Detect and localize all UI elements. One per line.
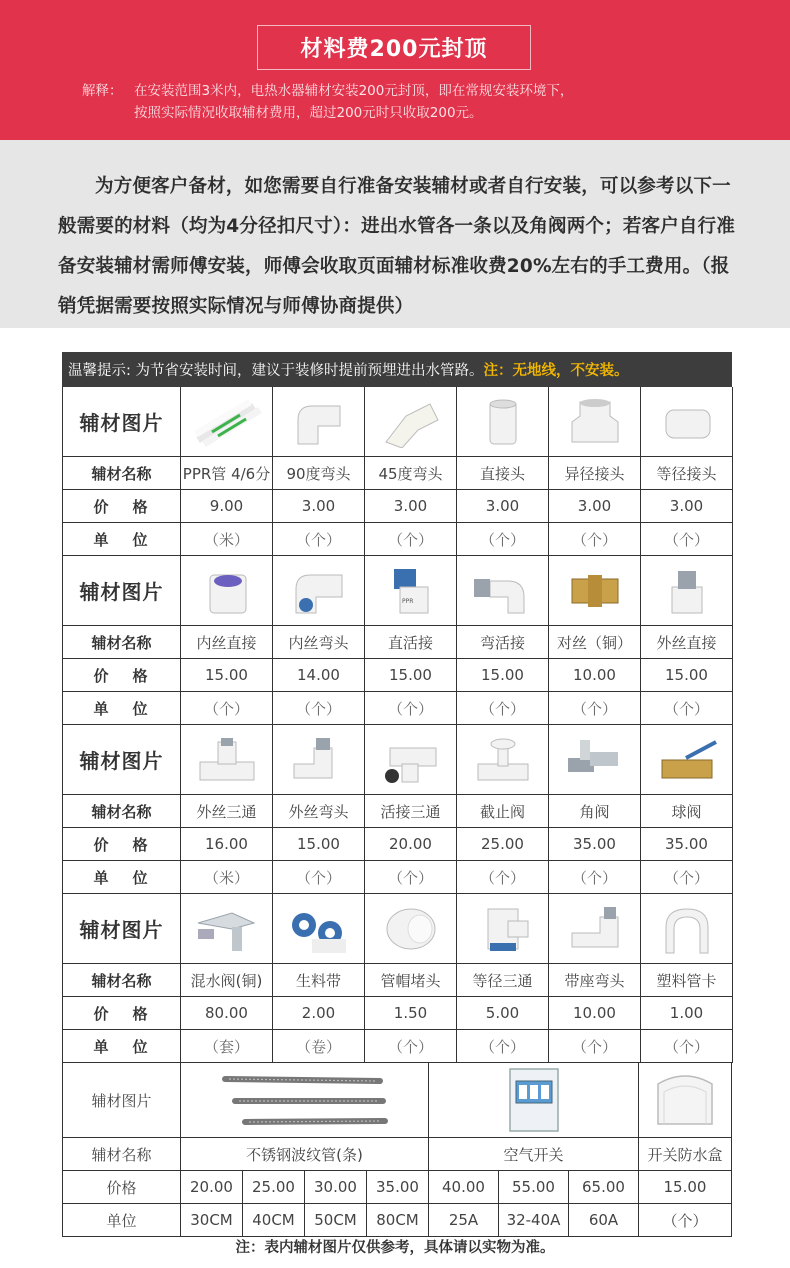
- material-group: [62, 387, 732, 556]
- item-name: 管帽堵头: [365, 964, 457, 997]
- label-unit: 单位: [63, 692, 181, 725]
- hose-price: 25.00: [243, 1171, 305, 1204]
- item-unit: （个）: [549, 861, 641, 894]
- item-name: 球阀: [641, 795, 733, 828]
- elbow-90-icon: [284, 396, 354, 448]
- title-box: [257, 25, 531, 70]
- equal-coupling-icon: [652, 396, 722, 448]
- equal-tee-icon: [468, 903, 538, 955]
- item-unit: （个）: [365, 523, 457, 556]
- item-unit: （个）: [549, 523, 641, 556]
- item-unit: （个）: [641, 1030, 733, 1063]
- box-name: 开关防水盒: [639, 1138, 732, 1171]
- explanation: [82, 80, 742, 124]
- hose-price: 20.00: [181, 1171, 243, 1204]
- label-name: 辅材名称: [63, 1138, 181, 1171]
- label-picture: 辅材图片: [63, 556, 181, 626]
- label-unit: 单位: [63, 861, 181, 894]
- female-thread-coupling-icon: [192, 565, 262, 617]
- item-price: 15.00: [181, 659, 273, 692]
- item-price: 35.00: [641, 828, 733, 861]
- hose-unit: 40CM: [243, 1204, 305, 1237]
- item-picture-cell: [181, 387, 273, 457]
- item-price: 3.00: [641, 490, 733, 523]
- item-price: 10.00: [549, 997, 641, 1030]
- header-banner: [0, 0, 790, 140]
- item-price: 16.00: [181, 828, 273, 861]
- pipe-cap-icon: [376, 903, 446, 955]
- item-unit: （个）: [457, 692, 549, 725]
- footer-note: 注：表内辅材图片仅供参考，具体请以实物为准。: [235, 1240, 555, 1256]
- air-switch-icon: [506, 1067, 562, 1133]
- item-picture-cell: [457, 387, 549, 457]
- item-name: 对丝（铜）: [549, 626, 641, 659]
- hose-unit: 50CM: [305, 1204, 367, 1237]
- label-unit: 单位: [63, 523, 181, 556]
- item-price: 9.00: [181, 490, 273, 523]
- item-unit: （个）: [457, 1030, 549, 1063]
- hose-unit: 30CM: [181, 1204, 243, 1237]
- item-name: 内丝弯头: [273, 626, 365, 659]
- item-price: 80.00: [181, 997, 273, 1030]
- item-unit: （卷）: [273, 1030, 365, 1063]
- item-picture-cell: [273, 387, 365, 457]
- item-name: 角阀: [549, 795, 641, 828]
- item-name: PPR管 4/6分: [181, 457, 273, 490]
- hose-price: 30.00: [305, 1171, 367, 1204]
- item-unit: （个）: [549, 692, 641, 725]
- item-price: 1.50: [365, 997, 457, 1030]
- breaker-unit: 32-40A: [499, 1204, 569, 1237]
- item-unit: （个）: [181, 692, 273, 725]
- item-unit: （个）: [641, 523, 733, 556]
- item-picture-cell: [457, 725, 549, 795]
- label-name: 辅材名称: [63, 457, 181, 490]
- label-name: 辅材名称: [63, 964, 181, 997]
- waterproof-box-icon: [650, 1070, 720, 1130]
- explain-label: 解释：: [82, 83, 123, 99]
- item-name: 等径三通: [457, 964, 549, 997]
- male-thread-tee-icon: [192, 734, 262, 786]
- label-picture: 辅材图片: [63, 725, 181, 795]
- elbow-45-icon: [376, 396, 446, 448]
- item-name: 直活接: [365, 626, 457, 659]
- item-picture-cell: [273, 725, 365, 795]
- angle-valve-icon: [560, 734, 630, 786]
- male-thread-elbow-icon: [284, 734, 354, 786]
- materials-table: [62, 387, 732, 1237]
- item-picture-cell: [273, 894, 365, 964]
- breaker-price: 55.00: [499, 1171, 569, 1204]
- straight-union-icon: [376, 565, 446, 617]
- item-price: 3.00: [365, 490, 457, 523]
- ptfe-tape-icon: [284, 903, 354, 955]
- item-price: 5.00: [457, 997, 549, 1030]
- item-unit: （米）: [181, 861, 273, 894]
- breaker-price: 65.00: [569, 1171, 639, 1204]
- page-title: 材料费200元封顶: [300, 37, 488, 62]
- item-price: 10.00: [549, 659, 641, 692]
- label-picture: 辅材图片: [63, 894, 181, 964]
- material-group: [62, 556, 732, 725]
- item-name: 等径接头: [641, 457, 733, 490]
- item-picture-cell: [549, 894, 641, 964]
- label-price: 价格: [63, 828, 181, 861]
- label-unit: 单位: [63, 1030, 181, 1063]
- breaker-unit: 60A: [569, 1204, 639, 1237]
- box-picture-cell: [639, 1063, 732, 1138]
- item-name: 截止阀: [457, 795, 549, 828]
- label-picture: 辅材图片: [63, 1063, 181, 1138]
- brass-nipple-icon: [560, 565, 630, 617]
- item-name: 外丝三通: [181, 795, 273, 828]
- ball-valve-icon: [652, 734, 722, 786]
- item-name: 带座弯头: [549, 964, 641, 997]
- breaker-unit: 25A: [429, 1204, 499, 1237]
- breaker-price: 40.00: [429, 1171, 499, 1204]
- item-picture-cell: [181, 725, 273, 795]
- item-name: 混水阀(铜): [181, 964, 273, 997]
- item-price: 15.00: [457, 659, 549, 692]
- item-unit: （个）: [549, 1030, 641, 1063]
- corrugated-hose-icon: [215, 1069, 395, 1131]
- ppr-pipe-icon: [192, 396, 262, 448]
- tip-text: 温馨提示: 为节省安装时间，建议于装修时提前预埋进出水管路。: [68, 363, 484, 379]
- item-picture-cell: [549, 387, 641, 457]
- item-unit: （个）: [457, 861, 549, 894]
- item-unit: （个）: [273, 523, 365, 556]
- stop-valve-icon: [468, 734, 538, 786]
- item-picture-cell: [457, 556, 549, 626]
- hose-price: 35.00: [367, 1171, 429, 1204]
- label-price: 价格: [63, 490, 181, 523]
- item-picture-cell: [365, 556, 457, 626]
- item-price: 14.00: [273, 659, 365, 692]
- item-picture-cell: [641, 725, 733, 795]
- item-price: 3.00: [549, 490, 641, 523]
- item-price: 1.00: [641, 997, 733, 1030]
- straight-coupling-icon: [468, 396, 538, 448]
- item-price: 2.00: [273, 997, 365, 1030]
- item-name: 活接三通: [365, 795, 457, 828]
- item-name: 塑料管卡: [641, 964, 733, 997]
- item-price: 35.00: [549, 828, 641, 861]
- label-price: 价格: [63, 1171, 181, 1204]
- hose-unit: 80CM: [367, 1204, 429, 1237]
- item-picture-cell: [365, 387, 457, 457]
- item-picture-cell: [549, 556, 641, 626]
- item-name: 直接头: [457, 457, 549, 490]
- box-price: 15.00: [639, 1171, 732, 1204]
- last-group: [62, 1063, 732, 1237]
- hose-picture-cell: [181, 1063, 429, 1138]
- explain-line-2: 按照实际情况收取辅材费用，超过200元时只收取200元。: [134, 105, 483, 121]
- item-picture-cell: [641, 387, 733, 457]
- item-name: 外丝弯头: [273, 795, 365, 828]
- item-name: 生料带: [273, 964, 365, 997]
- material-group: [62, 894, 732, 1063]
- item-price: 15.00: [365, 659, 457, 692]
- item-name: 弯活接: [457, 626, 549, 659]
- item-price: 3.00: [273, 490, 365, 523]
- item-unit: （米）: [181, 523, 273, 556]
- label-price: 价格: [63, 997, 181, 1030]
- item-picture-cell: [641, 556, 733, 626]
- union-tee-icon: [376, 734, 446, 786]
- elbow-union-icon: [468, 565, 538, 617]
- item-name: 45度弯头: [365, 457, 457, 490]
- item-picture-cell: [365, 725, 457, 795]
- item-picture-cell: [641, 894, 733, 964]
- label-price: 价格: [63, 659, 181, 692]
- item-unit: （个）: [365, 1030, 457, 1063]
- material-group: [62, 725, 732, 894]
- item-price: 20.00: [365, 828, 457, 861]
- breaker-name: 空气开关: [429, 1138, 639, 1171]
- item-unit: （个）: [273, 692, 365, 725]
- item-name: 外丝直接: [641, 626, 733, 659]
- item-picture-cell: [181, 894, 273, 964]
- item-price: 15.00: [641, 659, 733, 692]
- item-unit: （个）: [457, 523, 549, 556]
- item-picture-cell: [181, 556, 273, 626]
- box-unit: （个）: [639, 1204, 732, 1237]
- label-picture: 辅材图片: [63, 387, 181, 457]
- explain-line-1: 在安装范围3米内，电热水器辅材安装200元封顶，即在常规安装环境下，: [134, 83, 574, 99]
- item-picture-cell: [273, 556, 365, 626]
- item-price: 3.00: [457, 490, 549, 523]
- svg-text:PPR: PPR: [401, 597, 413, 605]
- tip-warning: 注：无地线，不安装。: [483, 363, 629, 379]
- pipe-clip-icon: [652, 903, 722, 955]
- tip-bar: [62, 352, 732, 387]
- seated-elbow-icon: [560, 903, 630, 955]
- item-unit: （个）: [641, 861, 733, 894]
- item-unit: （个）: [273, 861, 365, 894]
- item-unit: （个）: [365, 692, 457, 725]
- label-unit: 单位: [63, 1204, 181, 1237]
- mixing-valve-icon: [192, 903, 262, 955]
- item-name: 内丝直接: [181, 626, 273, 659]
- item-price: 25.00: [457, 828, 549, 861]
- reducer-icon: [560, 396, 630, 448]
- item-unit: （套）: [181, 1030, 273, 1063]
- item-picture-cell: [549, 725, 641, 795]
- female-thread-elbow-icon: [284, 565, 354, 617]
- item-price: 15.00: [273, 828, 365, 861]
- intro-section: [0, 140, 790, 328]
- item-name: 异径接头: [549, 457, 641, 490]
- item-picture-cell: [457, 894, 549, 964]
- label-name: 辅材名称: [63, 795, 181, 828]
- intro-text: 为方便客户备材，如您需要自行准备安装辅材或者自行安装，可以参考以下一般需要的材料（均为4分径扣尺寸）：进出水管各一条以及角阀两个；若客户自行准备安装辅材需师傅安装，师傅会收取页面辅材标准收费20%左右的手工费用。（报销凭据需要按照实际情况与师傅协商提供）: [58, 176, 736, 317]
- label-name: 辅材名称: [63, 626, 181, 659]
- item-name: 90度弯头: [273, 457, 365, 490]
- item-unit: （个）: [641, 692, 733, 725]
- item-unit: （个）: [365, 861, 457, 894]
- male-thread-coupling-icon: [652, 565, 722, 617]
- hose-name: 不锈钢波纹管(条): [181, 1138, 429, 1171]
- item-picture-cell: [365, 894, 457, 964]
- breaker-picture-cell: [429, 1063, 639, 1138]
